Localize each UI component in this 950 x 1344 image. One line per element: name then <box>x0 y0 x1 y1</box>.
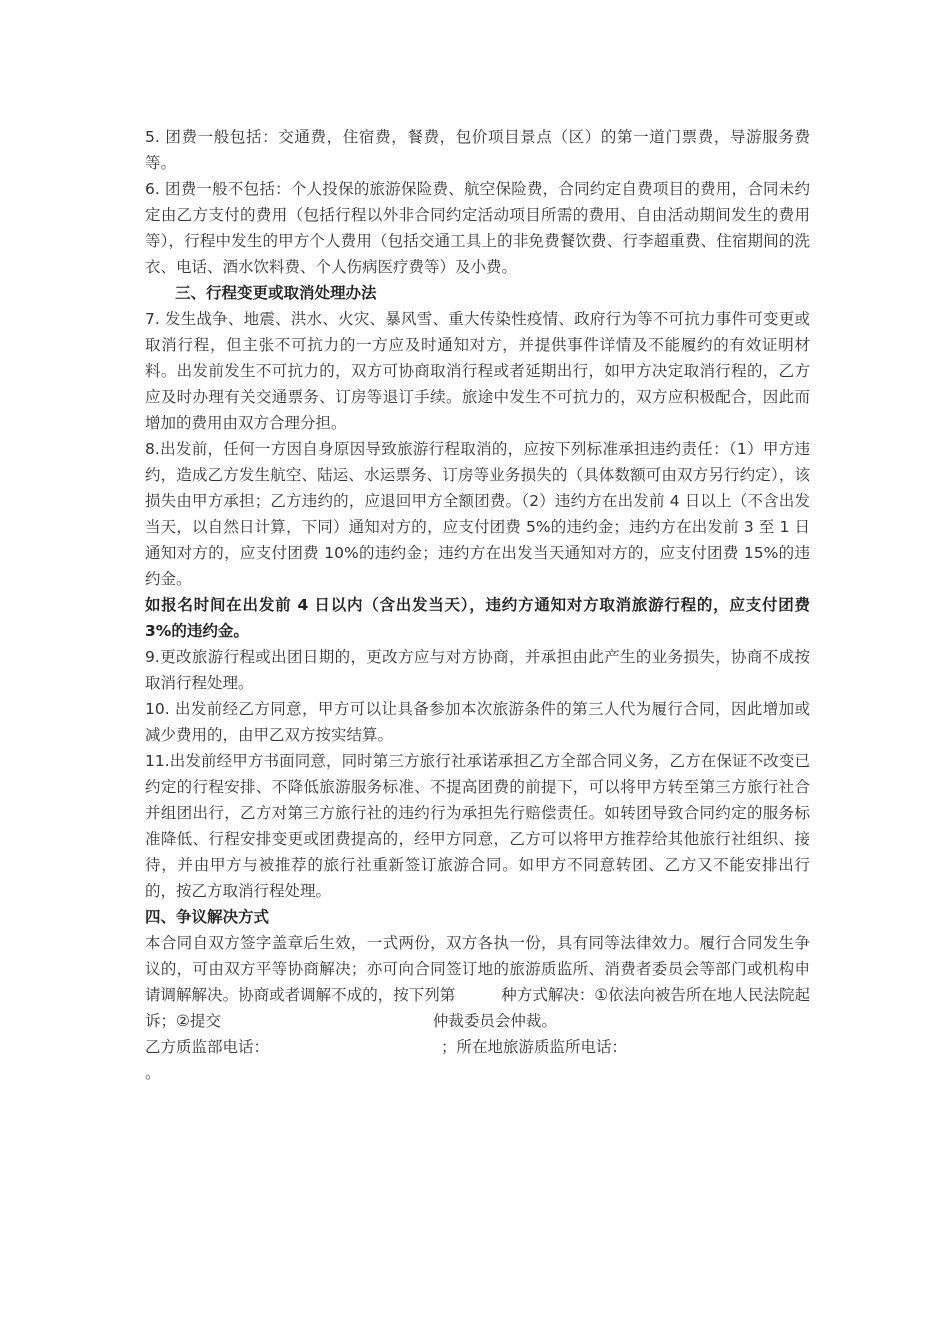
end-mark: 。 <box>145 1064 161 1082</box>
contract-page <box>145 124 810 1086</box>
clause-8: 8.出发前，任何一方因自身原因导致旅游行程取消的，应按下列标准承担违约责任：（1）甲方违约，造成乙方发生航空、陆运、水运票务、订房等业务损失的（具体数额可由双方另行约定），该损失由甲方承担；乙方违约的，应退回甲方全额团费。（2）违约方在出发前 4 日以上（不含出发当天，以自然日计算，下同）通知对方的，应支付团费 5%的违约金；违约方在出发前 3 至 1 日通知对方的，应支付团费 10%的违约金；违约方在出发当天通知对方的，应支付团费 15%的违约金。 <box>145 440 810 588</box>
clause-11: 11.出发前经甲方书面同意，同时第三方旅行社承诺承担乙方全部合同义务，乙方在保证不改变已约定的行程安排、不降低旅游服务标准、不提高团费的前提下，可以将甲方转至第三方旅行社合并组团出行，乙方对第三方旅行社的违约行为承担先行赔偿责任。如转团导致合同约定的服务标准降低、行程安排变更或团费提高的，经甲方同意，乙方可以将甲方推荐给其他旅行社组织、接待，并由甲方与被推荐的旅行社重新签订旅游合同。如甲方不同意转团、乙方又不能安排出行的，按乙方取消行程处理。 <box>145 752 810 900</box>
dispute-text-a: 本合同自双方签字盖章后生效，一式两份，双方各执一份，具有同等法律效力。履行合同发生争议的，可由双方平等协商解决；亦可向合同签订地的旅游质监所、消费者委员会等部门或机构申请调解解决。协商或者调解不成的，按下列第 <box>145 934 810 1004</box>
section-3-heading: 三、行程变更或取消处理办法 <box>175 284 377 302</box>
supervision-phone-label: 乙方质监部电话： <box>145 1038 270 1056</box>
dispute-resolution-clause <box>145 930 810 1034</box>
clause-5: 5. 团费一般包括：交通费，住宿费，餐费，包价项目景点（区）的第一道门票费，导游服务费等。 <box>145 128 810 172</box>
clause-10: 10. 出发前经乙方同意，甲方可以让具备参加本次旅游条件的第三人代为履行合同，因此增加或减少费用的，由甲乙双方按实结算。 <box>145 700 810 744</box>
section-4-heading: 四、争议解决方式 <box>145 908 270 926</box>
dispute-text-b: 种方式解决：①依法向被告所在地人民法院起诉；②提交 <box>145 986 810 1030</box>
clause-7: 7. 发生战争、地震、洪水、火灾、暴风雪、重大传染性疫情、政府行为等不可抗力事件可变更或取消行程，但主张不可抗力的一方应及时通知对方，并提供事件详情及不能履约的有效证明材料。出发前发生不可抗力的，双方可协商取消行程或者延期出行，如甲方决定取消行程的，乙方应及时办理有关交通票务、订房等退订手续。旅途中发生不可抗力的，双方应积极配合，因此而增加的费用由双方合理分担。 <box>145 310 810 432</box>
phone-line <box>145 1034 810 1060</box>
clause-8-bold-note: 如报名时间在出发前 4 日以内（含出发当天），违约方通知对方取消旅游行程的，应支付团费 3%的违约金。 <box>145 596 810 640</box>
dispute-text-c: 仲裁委员会仲裁。 <box>432 1012 557 1030</box>
clause-9: 9.更改旅游行程或出团日期的，更改方应与对方协商，并承担由此产生的业务损失，协商不成按取消行程处理。 <box>145 648 810 692</box>
clause-6: 6. 团费一般不包括：个人投保的旅游保险费、航空保险费，合同约定自费项目的费用，合同未约定由乙方支付的费用（包括行程以外非合同约定活动项目所需的费用、自由活动期间发生的费用等），行程中发生的甲方个人费用（包括交通工具上的非免费餐饮费、行李超重费、住宿期间的洗衣、电话、酒水饮料费、个人伤病医疗费等）及小费。 <box>145 180 810 276</box>
local-supervision-phone-label: ；所在地旅游质监所电话： <box>441 1038 628 1056</box>
